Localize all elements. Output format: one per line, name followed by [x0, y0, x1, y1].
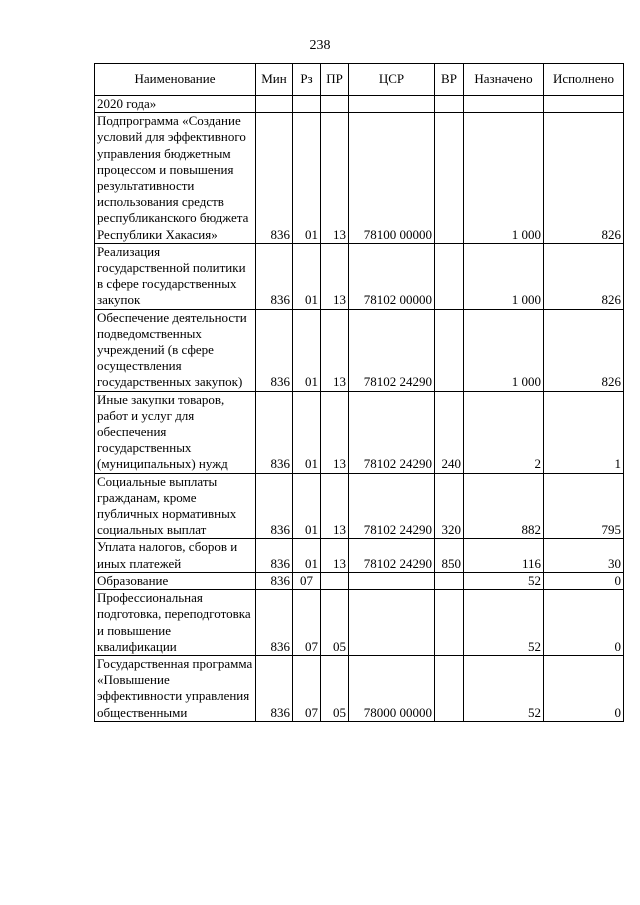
continuation-row — [95, 96, 624, 113]
cell-pr: 13 — [321, 473, 349, 539]
cell-rz: 07 — [293, 590, 321, 656]
cell-name: Подпрограмма «Создание условий для эффективного управления бюджетным процессом и повышения результативности использования средств республиканского бюджета Республики Хакасия» — [95, 113, 256, 244]
cell-csr — [349, 572, 435, 589]
cell-name: Обеспечение деятельности подведомственных учреждений (в сфере осуществления государственных закупок) — [95, 309, 256, 391]
cell-min: 836 — [256, 539, 293, 572]
cell-vr — [435, 572, 464, 589]
cell-rz: 01 — [293, 391, 321, 473]
cell-pr: 13 — [321, 539, 349, 572]
cell-pr: 13 — [321, 243, 349, 309]
cell-assigned: 882 — [464, 473, 544, 539]
cell-assigned: 1 000 — [464, 113, 544, 244]
cell-vr — [435, 590, 464, 656]
cell-assigned: 52 — [464, 590, 544, 656]
cell-pr: 05 — [321, 590, 349, 656]
cell-rz: 07 — [293, 572, 321, 589]
cell-rz: 01 — [293, 309, 321, 391]
cell-name: Государственная программа «Повышение эффективности управления общественными — [95, 655, 256, 721]
cell-vr — [435, 309, 464, 391]
table-row — [95, 655, 624, 721]
cell-min: 836 — [256, 309, 293, 391]
cell-assigned: 52 — [464, 572, 544, 589]
table-row — [95, 539, 624, 572]
cell-min: 836 — [256, 590, 293, 656]
cell-csr — [349, 590, 435, 656]
cell-name: Реализация государственной политики в сфере государственных закупок — [95, 243, 256, 309]
cell-name: Образование — [95, 572, 256, 589]
cell-csr: 78102 24290 — [349, 539, 435, 572]
cell-pr: 13 — [321, 391, 349, 473]
table-row — [95, 113, 624, 244]
cell-rz: 01 — [293, 243, 321, 309]
cell-assigned: 1 000 — [464, 243, 544, 309]
cell-pr: 05 — [321, 655, 349, 721]
header-pr: ПР — [321, 64, 349, 96]
header-row — [95, 64, 624, 96]
cell-assigned: 52 — [464, 655, 544, 721]
cell-csr: 78102 24290 — [349, 473, 435, 539]
page-number: 238 — [309, 38, 331, 53]
cell-csr: 78102 00000 — [349, 243, 435, 309]
budget-table — [94, 63, 624, 722]
cell-min: 836 — [256, 391, 293, 473]
cell-csr: 78100 00000 — [349, 113, 435, 244]
cell-min: 836 — [256, 113, 293, 244]
cell-executed: 0 — [544, 655, 624, 721]
table-row — [95, 391, 624, 473]
cell-assigned: 2 — [464, 391, 544, 473]
cell-executed: 0 — [544, 590, 624, 656]
cell-assigned: 116 — [464, 539, 544, 572]
table-row — [95, 309, 624, 391]
table-row — [95, 572, 624, 589]
header-assigned: Назначено — [464, 64, 544, 96]
cell-name: Уплата налогов, сборов и иных платежей — [95, 539, 256, 572]
cell-rz: 01 — [293, 539, 321, 572]
cell-name: Профессиональная подготовка, переподготовка и повышение квалификации — [95, 590, 256, 656]
header-csr: ЦСР — [349, 64, 435, 96]
cell-min: 836 — [256, 655, 293, 721]
cell-executed: 826 — [544, 113, 624, 244]
cell-vr: 240 — [435, 391, 464, 473]
cell-executed: 826 — [544, 243, 624, 309]
header-name: Наименование — [95, 64, 256, 96]
header-min: Мин — [256, 64, 293, 96]
cell-csr: 78000 00000 — [349, 655, 435, 721]
cell-min: 836 — [256, 572, 293, 589]
cell-name: Иные закупки товаров, работ и услуг для обеспечения государственных (муниципальных) нужд — [95, 391, 256, 473]
header-vr: ВР — [435, 64, 464, 96]
cell-rz: 01 — [293, 473, 321, 539]
cell-vr: 320 — [435, 473, 464, 539]
cell-pr — [321, 572, 349, 589]
table-row — [95, 473, 624, 539]
continuation-text: 2020 года» — [95, 96, 256, 113]
table-row — [95, 243, 624, 309]
cell-vr: 850 — [435, 539, 464, 572]
cell-executed: 1 — [544, 391, 624, 473]
cell-name: Социальные выплаты гражданам, кроме публичных нормативных социальных выплат — [95, 473, 256, 539]
cell-vr — [435, 113, 464, 244]
cell-min: 836 — [256, 243, 293, 309]
table-row — [95, 590, 624, 656]
cell-executed: 795 — [544, 473, 624, 539]
header-rz: Рз — [293, 64, 321, 96]
cell-executed: 826 — [544, 309, 624, 391]
cell-rz: 07 — [293, 655, 321, 721]
header-executed: Исполнено — [544, 64, 624, 96]
cell-min: 836 — [256, 473, 293, 539]
cell-vr — [435, 655, 464, 721]
cell-vr — [435, 243, 464, 309]
cell-pr: 13 — [321, 309, 349, 391]
cell-pr: 13 — [321, 113, 349, 244]
cell-csr: 78102 24290 — [349, 309, 435, 391]
cell-executed: 0 — [544, 572, 624, 589]
cell-assigned: 1 000 — [464, 309, 544, 391]
cell-executed: 30 — [544, 539, 624, 572]
cell-csr: 78102 24290 — [349, 391, 435, 473]
cell-rz: 01 — [293, 113, 321, 244]
